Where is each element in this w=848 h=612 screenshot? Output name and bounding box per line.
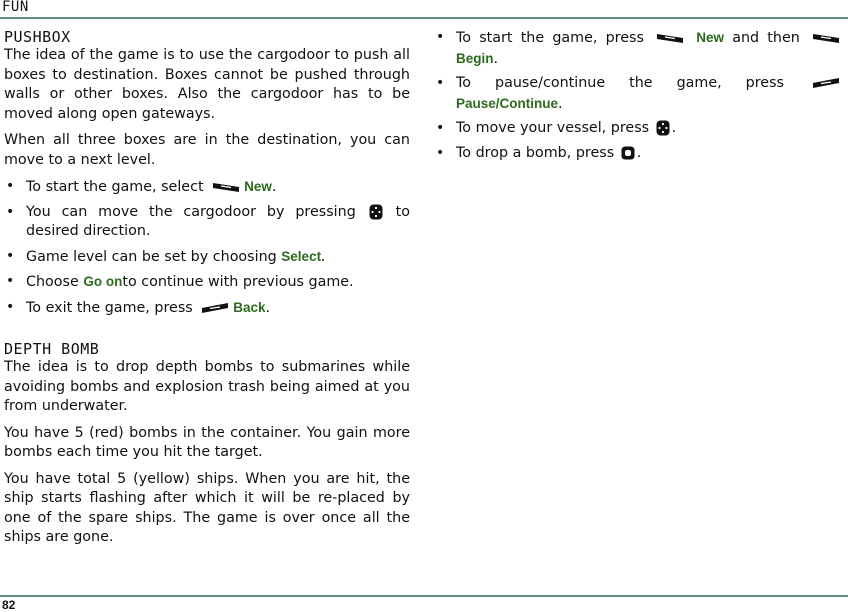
header-rule xyxy=(0,17,848,19)
right-softkey-icon xyxy=(201,302,229,314)
page-number: 82 xyxy=(2,598,16,612)
depth-bomb-para-1: The idea is to drop depth bombs to submarines while avoiding bombs and explosion trash being aimed at you from underwater. xyxy=(4,359,410,414)
depth-bomb-section xyxy=(4,340,410,548)
list-item xyxy=(4,247,410,268)
list-item xyxy=(434,74,844,114)
nav-key-icon xyxy=(369,204,383,220)
left-softkey-icon xyxy=(812,32,840,44)
left-softkey-icon xyxy=(212,181,240,193)
new-keyword: New xyxy=(244,179,272,194)
right-column xyxy=(434,22,844,168)
item-text: Choose xyxy=(26,274,79,290)
list-item xyxy=(434,144,844,164)
depth-bomb-para-3: You have total 5 (yellow) ships. When you are hit, the ship starts flashing after which it will be re-placed by one of the spare ships. The game is over once all the ships are gone. xyxy=(4,470,410,545)
list-item xyxy=(434,119,844,139)
list-item xyxy=(434,28,844,69)
item-text: . xyxy=(265,299,271,316)
nav-key-icon xyxy=(656,120,670,136)
item-text: . xyxy=(636,144,642,161)
item-text: To drop a bomb, press xyxy=(456,144,615,161)
list-item xyxy=(4,272,410,293)
item-text: and then xyxy=(732,30,800,46)
select-keyword: Select. xyxy=(281,248,325,264)
back-keyword: Back xyxy=(233,299,266,315)
header-title: FUN xyxy=(2,0,29,15)
pushbox-list xyxy=(4,177,410,318)
item-text: Game level can be set by choosing xyxy=(26,248,277,265)
depth-bomb-list xyxy=(434,28,844,163)
item-text: To exit the game, press xyxy=(26,299,193,316)
footer-rule xyxy=(0,595,848,597)
item-text: to continue with previous game. xyxy=(122,274,354,290)
pushbox-heading: PUSHBOX xyxy=(4,28,71,46)
ok-key-icon xyxy=(621,146,635,160)
left-column xyxy=(4,22,410,555)
pushbox-para-2: When all three boxes are in the destination, you can move to a next level. xyxy=(4,132,410,168)
list-item xyxy=(4,203,410,242)
item-text: To start the game, select xyxy=(26,179,204,195)
item-text: . xyxy=(271,179,277,195)
item-text: To pause/continue the game, press xyxy=(456,75,785,91)
begin-keyword: Begin xyxy=(456,50,494,66)
right-softkey-icon xyxy=(812,77,840,89)
list-item xyxy=(4,298,410,319)
pushbox-para-1: The idea of the game is to use the cargodoor to push all boxes to destination. Boxes cannot be pushed through walls or other boxes. Also the cargodoor has to be moved along open gateways. xyxy=(4,47,410,122)
item-text: . xyxy=(671,120,677,136)
left-softkey-icon xyxy=(656,32,684,44)
item-text: To move your vessel, press xyxy=(456,120,650,136)
go-on-keyword: Go on xyxy=(83,274,123,289)
item-text: You can move the cargodoor by pressing xyxy=(26,203,356,220)
pause-continue-keyword: Pause/Continue xyxy=(456,95,559,111)
depth-bomb-para-2: You have 5 (red) bombs in the container. You gain more bombs each time you hit the target. xyxy=(4,424,410,460)
depth-bomb-heading: DEPTH BOMB xyxy=(4,340,100,358)
item-text: To start the game, press xyxy=(456,30,644,46)
item-text: . xyxy=(493,50,499,67)
new-keyword: New xyxy=(696,30,725,45)
item-text: . xyxy=(558,95,563,112)
list-item xyxy=(4,177,410,198)
item-text: to desired direction. xyxy=(26,203,411,239)
